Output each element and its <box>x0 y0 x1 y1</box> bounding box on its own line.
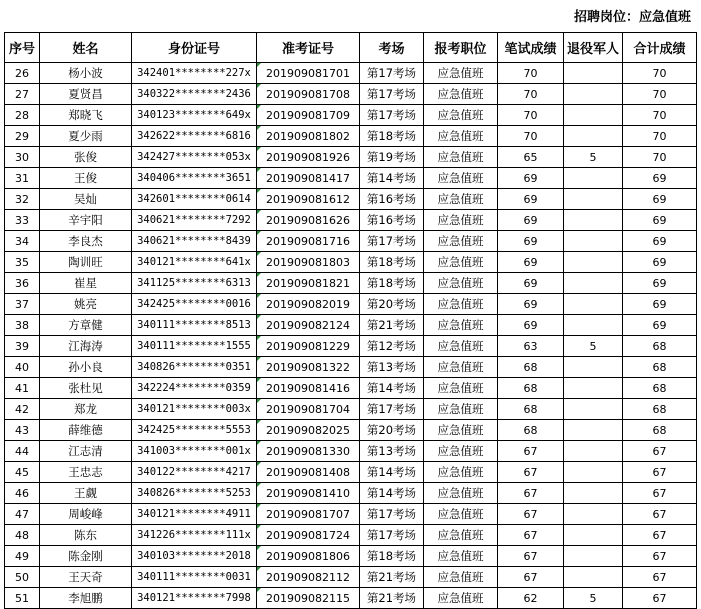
cell-id-number[interactable]: 340121********641x <box>132 252 257 273</box>
cell-ticket-number[interactable]: 201909081701 <box>257 63 360 84</box>
cell-total-score[interactable]: 69 <box>623 189 697 210</box>
cell-total-score[interactable]: 67 <box>623 546 697 567</box>
cell-veteran-bonus[interactable] <box>564 462 623 483</box>
cell-ticket-number[interactable]: 201909081410 <box>257 483 360 504</box>
cell-total-score[interactable]: 68 <box>623 378 697 399</box>
cell-veteran-bonus[interactable] <box>564 546 623 567</box>
cell-no[interactable]: 32 <box>5 189 40 210</box>
cell-exam-room[interactable]: 第17考场 <box>360 84 424 105</box>
cell-ticket-number[interactable]: 201909081716 <box>257 231 360 252</box>
cell-written-score[interactable]: 69 <box>498 168 564 189</box>
cell-no[interactable]: 28 <box>5 105 40 126</box>
cell-ticket-number[interactable]: 201909082112 <box>257 567 360 588</box>
cell-exam-room[interactable]: 第14考场 <box>360 378 424 399</box>
cell-exam-room[interactable]: 第17考场 <box>360 525 424 546</box>
cell-exam-room[interactable]: 第19考场 <box>360 147 424 168</box>
table-row <box>5 105 697 126</box>
table-row <box>5 294 697 315</box>
cell-id-number[interactable]: 340111********1555 <box>132 336 257 357</box>
cell-id-number[interactable]: 340322********2436 <box>132 84 257 105</box>
cell-total-score[interactable]: 70 <box>623 147 697 168</box>
cell-ticket-number[interactable]: 201909081408 <box>257 462 360 483</box>
cell-total-score[interactable]: 69 <box>623 231 697 252</box>
cell-ticket-number[interactable]: 201909081417 <box>257 168 360 189</box>
cell-name[interactable]: 薛维德 <box>40 420 132 441</box>
cell-name[interactable]: 江海涛 <box>40 336 132 357</box>
cell-ticket-number[interactable]: 201909081821 <box>257 273 360 294</box>
cell-job[interactable]: 应急值班 <box>424 294 498 315</box>
cell-name[interactable]: 方章健 <box>40 315 132 336</box>
cell-veteran-bonus[interactable] <box>564 105 623 126</box>
cell-total-score[interactable]: 67 <box>623 588 697 609</box>
cell-veteran-bonus[interactable] <box>564 63 623 84</box>
cell-written-score[interactable]: 69 <box>498 231 564 252</box>
cell-total-score[interactable]: 70 <box>623 63 697 84</box>
cell-job[interactable]: 应急值班 <box>424 315 498 336</box>
cell-veteran-bonus[interactable] <box>564 84 623 105</box>
cell-ticket-number[interactable]: 201909082124 <box>257 315 360 336</box>
cell-id-number[interactable]: 340621********8439 <box>132 231 257 252</box>
cell-job[interactable]: 应急值班 <box>424 63 498 84</box>
cell-job[interactable]: 应急值班 <box>424 189 498 210</box>
cell-job[interactable]: 应急值班 <box>424 546 498 567</box>
cell-written-score[interactable]: 69 <box>498 252 564 273</box>
cell-name[interactable]: 辛宇阳 <box>40 210 132 231</box>
cell-no[interactable]: 42 <box>5 399 40 420</box>
table-row <box>5 189 697 210</box>
cell-exam-room[interactable]: 第17考场 <box>360 504 424 525</box>
table-row <box>5 462 697 483</box>
cell-id-number[interactable]: 341003********001x <box>132 441 257 462</box>
cell-exam-room[interactable]: 第17考场 <box>360 231 424 252</box>
cell-job[interactable]: 应急值班 <box>424 504 498 525</box>
cell-veteran-bonus[interactable] <box>564 441 623 462</box>
cell-exam-room[interactable]: 第17考场 <box>360 399 424 420</box>
header-total: 合计成绩 <box>623 33 697 63</box>
cell-name[interactable]: 孙小良 <box>40 357 132 378</box>
cell-job[interactable]: 应急值班 <box>424 105 498 126</box>
table-row <box>5 315 697 336</box>
cell-name[interactable]: 张杜见 <box>40 378 132 399</box>
header-written: 笔试成绩 <box>498 33 564 63</box>
cell-veteran-bonus[interactable] <box>564 420 623 441</box>
table-row <box>5 588 697 609</box>
cell-total-score[interactable]: 67 <box>623 525 697 546</box>
cell-ticket-number[interactable]: 201909082025 <box>257 420 360 441</box>
cell-total-score[interactable]: 68 <box>623 399 697 420</box>
cell-no[interactable]: 39 <box>5 336 40 357</box>
cell-job[interactable]: 应急值班 <box>424 483 498 504</box>
cell-total-score[interactable]: 69 <box>623 315 697 336</box>
cell-id-number[interactable]: 342425********5553 <box>132 420 257 441</box>
cell-total-score[interactable]: 68 <box>623 357 697 378</box>
cell-total-score[interactable]: 68 <box>623 420 697 441</box>
cell-total-score[interactable]: 70 <box>623 84 697 105</box>
cell-name[interactable]: 夏少雨 <box>40 126 132 147</box>
table-row <box>5 231 697 252</box>
cell-name[interactable]: 王俊 <box>40 168 132 189</box>
cell-veteran-bonus[interactable] <box>564 378 623 399</box>
cell-no[interactable]: 47 <box>5 504 40 525</box>
cell-exam-room[interactable]: 第17考场 <box>360 105 424 126</box>
header-id: 身份证号 <box>132 33 257 63</box>
table-row <box>5 63 697 84</box>
cell-job[interactable]: 应急值班 <box>424 84 498 105</box>
cell-id-number[interactable]: 340121********4911 <box>132 504 257 525</box>
cell-job[interactable]: 应急值班 <box>424 336 498 357</box>
cell-id-number[interactable]: 341125********6313 <box>132 273 257 294</box>
cell-exam-room[interactable]: 第18考场 <box>360 252 424 273</box>
cell-total-score[interactable]: 67 <box>623 462 697 483</box>
cell-job[interactable]: 应急值班 <box>424 378 498 399</box>
cell-written-score[interactable]: 70 <box>498 105 564 126</box>
cell-veteran-bonus[interactable] <box>564 294 623 315</box>
table-body <box>5 63 697 609</box>
cell-written-score[interactable]: 67 <box>498 441 564 462</box>
cell-id-number[interactable]: 340111********0031 <box>132 567 257 588</box>
table-row <box>5 546 697 567</box>
cell-veteran-bonus[interactable]: 5 <box>564 147 623 168</box>
cell-job[interactable]: 应急值班 <box>424 441 498 462</box>
cell-no[interactable]: 45 <box>5 462 40 483</box>
table-row <box>5 504 697 525</box>
cell-veteran-bonus[interactable] <box>564 504 623 525</box>
header-name: 姓名 <box>40 33 132 63</box>
cell-name[interactable]: 姚亮 <box>40 294 132 315</box>
cell-written-score[interactable]: 69 <box>498 315 564 336</box>
cell-no[interactable]: 36 <box>5 273 40 294</box>
cell-total-score[interactable]: 70 <box>623 105 697 126</box>
cell-written-score[interactable]: 67 <box>498 483 564 504</box>
cell-name[interactable]: 郑晓飞 <box>40 105 132 126</box>
cell-ticket-number[interactable]: 201909081330 <box>257 441 360 462</box>
cell-no[interactable]: 44 <box>5 441 40 462</box>
cell-no[interactable]: 31 <box>5 168 40 189</box>
cell-exam-room[interactable]: 第16考场 <box>360 189 424 210</box>
cell-job[interactable]: 应急值班 <box>424 252 498 273</box>
cell-total-score[interactable]: 67 <box>623 504 697 525</box>
cell-name[interactable]: 陈金刚 <box>40 546 132 567</box>
cell-ticket-number[interactable]: 201909081322 <box>257 357 360 378</box>
cell-no[interactable]: 46 <box>5 483 40 504</box>
table-row <box>5 168 697 189</box>
cell-total-score[interactable]: 67 <box>623 441 697 462</box>
cell-no[interactable]: 30 <box>5 147 40 168</box>
cell-job[interactable]: 应急值班 <box>424 210 498 231</box>
cell-no[interactable]: 29 <box>5 126 40 147</box>
cell-veteran-bonus[interactable] <box>564 231 623 252</box>
cell-name[interactable]: 李旭鹏 <box>40 588 132 609</box>
cell-id-number[interactable]: 340123********649x <box>132 105 257 126</box>
cell-ticket-number[interactable]: 201909081229 <box>257 336 360 357</box>
cell-total-score[interactable]: 67 <box>623 483 697 504</box>
cell-job[interactable]: 应急值班 <box>424 399 498 420</box>
cell-exam-room[interactable]: 第21考场 <box>360 315 424 336</box>
cell-name[interactable]: 王觑 <box>40 483 132 504</box>
cell-job[interactable]: 应急值班 <box>424 588 498 609</box>
cell-ticket-number[interactable]: 201909081926 <box>257 147 360 168</box>
cell-job[interactable]: 应急值班 <box>424 525 498 546</box>
header-ticket: 准考证号 <box>257 33 360 63</box>
header-room: 考场 <box>360 33 424 63</box>
cell-name[interactable]: 崔星 <box>40 273 132 294</box>
cell-total-score[interactable]: 69 <box>623 168 697 189</box>
table-row <box>5 252 697 273</box>
table-row <box>5 126 697 147</box>
cell-ticket-number[interactable]: 201909081708 <box>257 84 360 105</box>
cell-id-number[interactable]: 340826********0351 <box>132 357 257 378</box>
cell-no[interactable]: 49 <box>5 546 40 567</box>
cell-name[interactable]: 陶训旺 <box>40 252 132 273</box>
cell-id-number[interactable]: 342425********0016 <box>132 294 257 315</box>
cell-id-number[interactable]: 342401********227x <box>132 63 257 84</box>
cell-ticket-number[interactable]: 201909081802 <box>257 126 360 147</box>
cell-no[interactable]: 38 <box>5 315 40 336</box>
cell-written-score[interactable]: 65 <box>498 147 564 168</box>
cell-written-score[interactable]: 69 <box>498 189 564 210</box>
cell-veteran-bonus[interactable] <box>564 567 623 588</box>
cell-veteran-bonus[interactable] <box>564 483 623 504</box>
cell-name[interactable]: 郑龙 <box>40 399 132 420</box>
cell-no[interactable]: 27 <box>5 84 40 105</box>
cell-exam-room[interactable]: 第18考场 <box>360 546 424 567</box>
cell-written-score[interactable]: 69 <box>498 273 564 294</box>
cell-id-number[interactable]: 342427********053x <box>132 147 257 168</box>
cell-job[interactable]: 应急值班 <box>424 462 498 483</box>
cell-id-number[interactable]: 342224********0359 <box>132 378 257 399</box>
cell-ticket-number[interactable]: 201909081626 <box>257 210 360 231</box>
table-row <box>5 210 697 231</box>
cell-id-number[interactable]: 340826********5253 <box>132 483 257 504</box>
cell-no[interactable]: 50 <box>5 567 40 588</box>
table-row <box>5 420 697 441</box>
cell-written-score[interactable]: 67 <box>498 546 564 567</box>
cell-id-number[interactable]: 340111********8513 <box>132 315 257 336</box>
cell-no[interactable]: 26 <box>5 63 40 84</box>
cell-exam-room[interactable]: 第21考场 <box>360 588 424 609</box>
cell-id-number[interactable]: 341226********111x <box>132 525 257 546</box>
table-row <box>5 357 697 378</box>
table-row <box>5 84 697 105</box>
cell-exam-room[interactable]: 第13考场 <box>360 357 424 378</box>
table-row <box>5 399 697 420</box>
cell-written-score[interactable]: 69 <box>498 210 564 231</box>
cell-written-score[interactable]: 68 <box>498 357 564 378</box>
table-row <box>5 441 697 462</box>
table-row <box>5 273 697 294</box>
cell-written-score[interactable]: 70 <box>498 126 564 147</box>
cell-job[interactable]: 应急值班 <box>424 231 498 252</box>
header-row <box>5 33 697 63</box>
cell-name[interactable]: 夏贤昌 <box>40 84 132 105</box>
cell-id-number[interactable]: 340621********7292 <box>132 210 257 231</box>
cell-exam-room[interactable]: 第18考场 <box>360 126 424 147</box>
cell-written-score[interactable]: 62 <box>498 588 564 609</box>
cell-name[interactable]: 张俊 <box>40 147 132 168</box>
cell-job[interactable]: 应急值班 <box>424 567 498 588</box>
cell-id-number[interactable]: 340406********3651 <box>132 168 257 189</box>
cell-exam-room[interactable]: 第13考场 <box>360 441 424 462</box>
cell-exam-room[interactable]: 第20考场 <box>360 420 424 441</box>
cell-no[interactable]: 43 <box>5 420 40 441</box>
cell-total-score[interactable]: 67 <box>623 567 697 588</box>
cell-id-number[interactable]: 340122********4217 <box>132 462 257 483</box>
table-row <box>5 567 697 588</box>
cell-name[interactable]: 陈东 <box>40 525 132 546</box>
cell-ticket-number[interactable]: 201909082019 <box>257 294 360 315</box>
header-no: 序号 <box>5 33 40 63</box>
cell-veteran-bonus[interactable] <box>564 315 623 336</box>
cell-name[interactable]: 杨小波 <box>40 63 132 84</box>
cell-ticket-number[interactable]: 201909081803 <box>257 252 360 273</box>
table-row <box>5 147 697 168</box>
cell-total-score[interactable]: 68 <box>623 336 697 357</box>
cell-written-score[interactable]: 67 <box>498 462 564 483</box>
cell-exam-room[interactable]: 第12考场 <box>360 336 424 357</box>
cell-veteran-bonus[interactable] <box>564 273 623 294</box>
table-row <box>5 336 697 357</box>
cell-written-score[interactable]: 69 <box>498 294 564 315</box>
cell-veteran-bonus[interactable] <box>564 399 623 420</box>
cell-exam-room[interactable]: 第14考场 <box>360 462 424 483</box>
cell-id-number[interactable]: 340103********2018 <box>132 546 257 567</box>
cell-written-score[interactable]: 70 <box>498 84 564 105</box>
cell-no[interactable]: 41 <box>5 378 40 399</box>
cell-exam-room[interactable]: 第14考场 <box>360 168 424 189</box>
cell-exam-room[interactable]: 第14考场 <box>360 483 424 504</box>
cell-job[interactable]: 应急值班 <box>424 168 498 189</box>
cell-written-score[interactable]: 67 <box>498 504 564 525</box>
cell-ticket-number[interactable]: 201909081806 <box>257 546 360 567</box>
cell-total-score[interactable]: 69 <box>623 273 697 294</box>
cell-exam-room[interactable]: 第18考场 <box>360 273 424 294</box>
cell-veteran-bonus[interactable]: 5 <box>564 336 623 357</box>
cell-no[interactable]: 51 <box>5 588 40 609</box>
cell-job[interactable]: 应急值班 <box>424 273 498 294</box>
cell-exam-room[interactable]: 第21考场 <box>360 567 424 588</box>
cell-written-score[interactable]: 70 <box>498 63 564 84</box>
cell-written-score[interactable]: 68 <box>498 378 564 399</box>
cell-job[interactable]: 应急值班 <box>424 126 498 147</box>
cell-written-score[interactable]: 63 <box>498 336 564 357</box>
table-row <box>5 525 697 546</box>
header-job: 报考职位 <box>424 33 498 63</box>
cell-exam-room[interactable]: 第16考场 <box>360 210 424 231</box>
cell-name[interactable]: 吴灿 <box>40 189 132 210</box>
cell-ticket-number[interactable]: 201909081724 <box>257 525 360 546</box>
cell-veteran-bonus[interactable] <box>564 126 623 147</box>
cell-ticket-number[interactable]: 201909081612 <box>257 189 360 210</box>
cell-exam-room[interactable]: 第17考场 <box>360 63 424 84</box>
cell-no[interactable]: 40 <box>5 357 40 378</box>
cell-ticket-number[interactable]: 201909081416 <box>257 378 360 399</box>
cell-id-number[interactable]: 340121********7998 <box>132 588 257 609</box>
cell-veteran-bonus[interactable] <box>564 357 623 378</box>
cell-id-number[interactable]: 340121********003x <box>132 399 257 420</box>
cell-written-score[interactable]: 68 <box>498 420 564 441</box>
cell-veteran-bonus[interactable] <box>564 168 623 189</box>
cell-veteran-bonus[interactable] <box>564 210 623 231</box>
cell-total-score[interactable]: 69 <box>623 294 697 315</box>
cell-total-score[interactable]: 69 <box>623 210 697 231</box>
cell-job[interactable]: 应急值班 <box>424 147 498 168</box>
cell-id-number[interactable]: 342601********0614 <box>132 189 257 210</box>
cell-name[interactable]: 王忠志 <box>40 462 132 483</box>
cell-written-score[interactable]: 68 <box>498 399 564 420</box>
cell-ticket-number[interactable]: 201909081707 <box>257 504 360 525</box>
score-table <box>4 32 697 609</box>
cell-no[interactable]: 48 <box>5 525 40 546</box>
cell-job[interactable]: 应急值班 <box>424 357 498 378</box>
cell-veteran-bonus[interactable] <box>564 189 623 210</box>
cell-veteran-bonus[interactable] <box>564 252 623 273</box>
cell-name[interactable]: 李良杰 <box>40 231 132 252</box>
cell-name[interactable]: 周峻峰 <box>40 504 132 525</box>
cell-job[interactable]: 应急值班 <box>424 420 498 441</box>
cell-veteran-bonus[interactable] <box>564 525 623 546</box>
cell-no[interactable]: 33 <box>5 210 40 231</box>
cell-ticket-number[interactable]: 201909081704 <box>257 399 360 420</box>
table-row <box>5 483 697 504</box>
cell-no[interactable]: 35 <box>5 252 40 273</box>
cell-veteran-bonus[interactable]: 5 <box>564 588 623 609</box>
header-veteran: 退役军人 <box>564 33 623 63</box>
cell-ticket-number[interactable]: 201909082115 <box>257 588 360 609</box>
cell-name[interactable]: 江志清 <box>40 441 132 462</box>
cell-total-score[interactable]: 69 <box>623 252 697 273</box>
cell-no[interactable]: 37 <box>5 294 40 315</box>
cell-total-score[interactable]: 70 <box>623 126 697 147</box>
cell-ticket-number[interactable]: 201909081709 <box>257 105 360 126</box>
cell-id-number[interactable]: 342622********6816 <box>132 126 257 147</box>
cell-written-score[interactable]: 67 <box>498 525 564 546</box>
cell-name[interactable]: 王天奇 <box>40 567 132 588</box>
position-label: 招聘岗位：应急值班 <box>573 10 691 25</box>
table-row <box>5 378 697 399</box>
cell-written-score[interactable]: 67 <box>498 567 564 588</box>
cell-no[interactable]: 34 <box>5 231 40 252</box>
cell-exam-room[interactable]: 第20考场 <box>360 294 424 315</box>
